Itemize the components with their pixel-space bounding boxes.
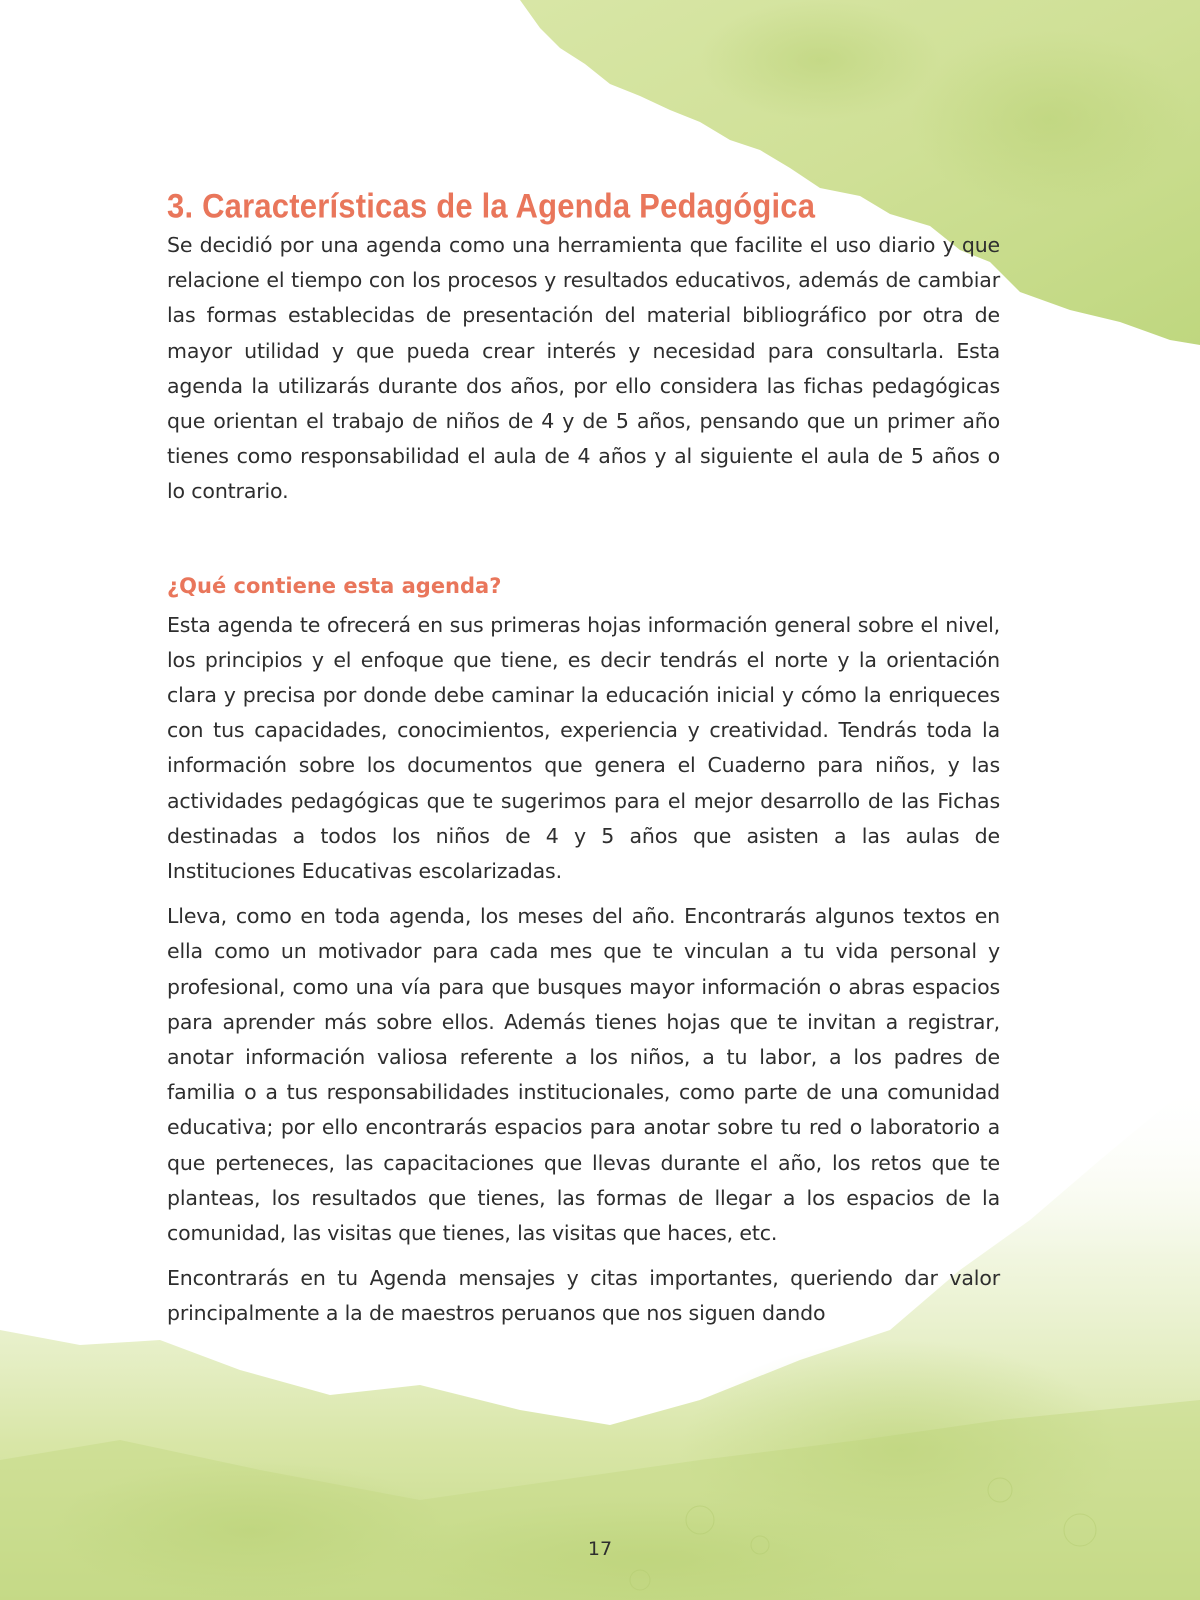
page-number: 17 [587, 1538, 613, 1560]
section-paragraph: Se decidió por una agenda como una herramienta que facilite el uso diario y que relacione el tiempo con los procesos y resultados educativos, además de cambiar las formas establecidas de presentación del material bibliográfico por otra de mayor utilidad y que pueda crear interés y necesidad para consultarla. Esta agenda la utilizarás durante dos años, por ello considera las fichas pedagógicas que orientan el trabajo de niños de 4 y de 5 años, pensando que un primer año tienes como responsabilidad el aula de 4 años y al siguiente el aula de 5 años o lo contrario. [167, 233, 1000, 504]
subsection-paragraph-3: Encontrarás en tu Agenda mensajes y citas importantes, queriendo dar valor principalmente a la de maestros peruanos que nos siguen dando [167, 1266, 1000, 1326]
subsection-paragraph-1: Esta agenda te ofrecerá en sus primeras hojas información general sobre el nivel, los principios y el enfoque que tiene, es decir tendrás el norte y la orientación clara y precisa por donde debe caminar la educación inicial y cómo la enriqueces con tus capacidades, conocimientos, experiencia y creatividad. Tendrás toda la información sobre los documentos que genera el Cuaderno para niños, y las actividades pedagógicas que te sugerimos para el mejor desarrollo de las Fichas destinadas a todos los niños de 4 y 5 años que asisten a las aulas de Instituciones Educativas escolarizadas. [167, 612, 1000, 884]
subsection-heading: ¿Qué contiene esta agenda? [167, 573, 502, 598]
subsection-paragraph-2: Lleva, como en toda agenda, los meses del año. Encontrarás algunos textos en ella como un motivador para cada mes que te vinculan a tu vida personal y profesional, como una vía para que busques mayor información o abras espacios para aprender más sobre ellos. Además tienes hojas que te invitan a registrar, anotar información valiosa referente a los niños, a tu labor, a los padres de familia o a tus responsabilidades institucionales, como parte de una comunidad educativa; por ello encontrarás espacios para anotar sobre tu red o laboratorio a que perteneces, las capacitaciones que llevas durante el año, los retos que te planteas, los resultados que tienes, las formas de llegar a los espacios de la comunidad, las visitas que tienes, las visitas que haces, etc. [167, 904, 1000, 1246]
document-body [167, 186, 1000, 1342]
section-heading: 3. Características de la Agenda Pedagógica [167, 186, 816, 226]
